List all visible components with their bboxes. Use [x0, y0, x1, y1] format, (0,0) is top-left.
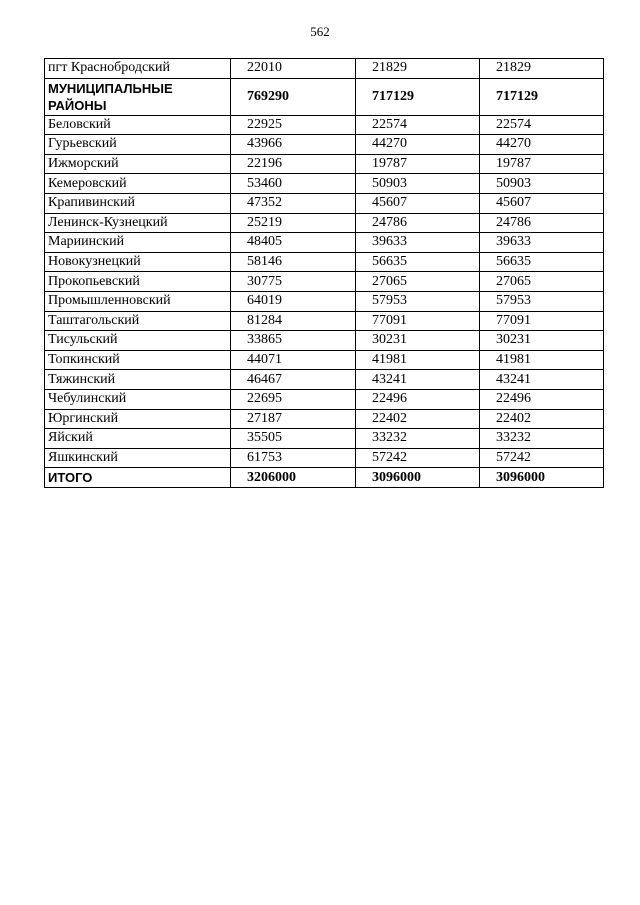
value-cell-2: 57953 — [356, 291, 480, 311]
value-cell-2: 44270 — [356, 135, 480, 155]
value-cell-3: 56635 — [480, 252, 604, 272]
value-cell-2: 57242 — [356, 448, 480, 468]
value-cell-3: 22402 — [480, 409, 604, 429]
value-cell-1: 53460 — [231, 174, 356, 194]
row-name-cell: ИТОГО — [45, 468, 231, 488]
table-row — [45, 409, 604, 429]
value-cell-2: 45607 — [356, 193, 480, 213]
value-cell-1: 22196 — [231, 154, 356, 174]
page-number: 562 — [310, 24, 330, 39]
value-cell-3: 39633 — [480, 233, 604, 253]
table-row — [45, 154, 604, 174]
table-row — [45, 429, 604, 449]
value-cell-1: 25219 — [231, 213, 356, 233]
row-name-cell: Тяжинский — [45, 370, 231, 390]
value-cell-1: 769290 — [231, 78, 356, 115]
value-cell-2: 19787 — [356, 154, 480, 174]
value-cell-3: 21829 — [480, 59, 604, 79]
row-name-cell: МУНИЦИПАЛЬНЫЕ РАЙОНЫ — [45, 78, 231, 115]
row-name-cell: Гурьевский — [45, 135, 231, 155]
value-cell-1: 27187 — [231, 409, 356, 429]
table-row — [45, 174, 604, 194]
value-cell-1: 22925 — [231, 115, 356, 135]
value-cell-1: 22010 — [231, 59, 356, 79]
value-cell-1: 43966 — [231, 135, 356, 155]
value-cell-1: 22695 — [231, 389, 356, 409]
table-row — [45, 350, 604, 370]
row-name-cell: Беловский — [45, 115, 231, 135]
value-cell-2: 27065 — [356, 272, 480, 292]
value-cell-2: 50903 — [356, 174, 480, 194]
value-cell-1: 3206000 — [231, 468, 356, 488]
value-cell-3: 77091 — [480, 311, 604, 331]
table-row — [45, 370, 604, 390]
table-row — [45, 193, 604, 213]
row-name-cell: Таштагольский — [45, 311, 231, 331]
row-name-cell: Крапивинский — [45, 193, 231, 213]
row-name-cell: Промышленновский — [45, 291, 231, 311]
value-cell-2: 33232 — [356, 429, 480, 449]
table-row — [45, 252, 604, 272]
table-row — [45, 389, 604, 409]
value-cell-2: 24786 — [356, 213, 480, 233]
value-cell-3: 57242 — [480, 448, 604, 468]
value-cell-1: 46467 — [231, 370, 356, 390]
value-cell-1: 61753 — [231, 448, 356, 468]
table-row — [45, 78, 604, 115]
value-cell-3: 24786 — [480, 213, 604, 233]
row-name-cell: Тисульский — [45, 331, 231, 351]
table-body — [45, 59, 604, 488]
value-cell-2: 22574 — [356, 115, 480, 135]
value-cell-3: 41981 — [480, 350, 604, 370]
value-cell-3: 43241 — [480, 370, 604, 390]
value-cell-2: 77091 — [356, 311, 480, 331]
table-row — [45, 468, 604, 488]
distribution-table — [44, 58, 604, 488]
value-cell-2: 21829 — [356, 59, 480, 79]
table-row — [45, 331, 604, 351]
row-name-cell: Мариинский — [45, 233, 231, 253]
value-cell-3: 44270 — [480, 135, 604, 155]
row-name-cell: Ижморский — [45, 154, 231, 174]
row-name-cell: Яйский — [45, 429, 231, 449]
value-cell-3: 33232 — [480, 429, 604, 449]
row-name-cell: Яшкинский — [45, 448, 231, 468]
table-row — [45, 213, 604, 233]
value-cell-3: 45607 — [480, 193, 604, 213]
row-name-cell: Топкинский — [45, 350, 231, 370]
value-cell-1: 30775 — [231, 272, 356, 292]
row-name-cell: Новокузнецкий — [45, 252, 231, 272]
value-cell-2: 30231 — [356, 331, 480, 351]
value-cell-2: 43241 — [356, 370, 480, 390]
value-cell-2: 717129 — [356, 78, 480, 115]
value-cell-1: 64019 — [231, 291, 356, 311]
value-cell-3: 717129 — [480, 78, 604, 115]
value-cell-2: 3096000 — [356, 468, 480, 488]
row-name-cell: Ленинск-Кузнецкий — [45, 213, 231, 233]
row-name-cell: Кемеровский — [45, 174, 231, 194]
value-cell-2: 22402 — [356, 409, 480, 429]
table-row — [45, 115, 604, 135]
value-cell-2: 56635 — [356, 252, 480, 272]
value-cell-3: 27065 — [480, 272, 604, 292]
row-name-cell: Чебулинский — [45, 389, 231, 409]
table-row — [45, 233, 604, 253]
value-cell-1: 58146 — [231, 252, 356, 272]
value-cell-3: 3096000 — [480, 468, 604, 488]
table-row — [45, 272, 604, 292]
value-cell-2: 41981 — [356, 350, 480, 370]
row-name-cell: Прокопьевский — [45, 272, 231, 292]
table-row — [45, 291, 604, 311]
value-cell-1: 35505 — [231, 429, 356, 449]
row-name-cell: Юргинский — [45, 409, 231, 429]
value-cell-3: 50903 — [480, 174, 604, 194]
value-cell-3: 22496 — [480, 389, 604, 409]
value-cell-1: 47352 — [231, 193, 356, 213]
value-cell-2: 22496 — [356, 389, 480, 409]
value-cell-1: 44071 — [231, 350, 356, 370]
value-cell-3: 22574 — [480, 115, 604, 135]
table-row — [45, 311, 604, 331]
row-name-cell: пгт Краснобродский — [45, 59, 231, 79]
value-cell-3: 57953 — [480, 291, 604, 311]
value-cell-1: 33865 — [231, 331, 356, 351]
table-row — [45, 448, 604, 468]
table-row — [45, 59, 604, 79]
value-cell-2: 39633 — [356, 233, 480, 253]
value-cell-1: 81284 — [231, 311, 356, 331]
value-cell-1: 48405 — [231, 233, 356, 253]
value-cell-3: 30231 — [480, 331, 604, 351]
table-row — [45, 135, 604, 155]
value-cell-3: 19787 — [480, 154, 604, 174]
